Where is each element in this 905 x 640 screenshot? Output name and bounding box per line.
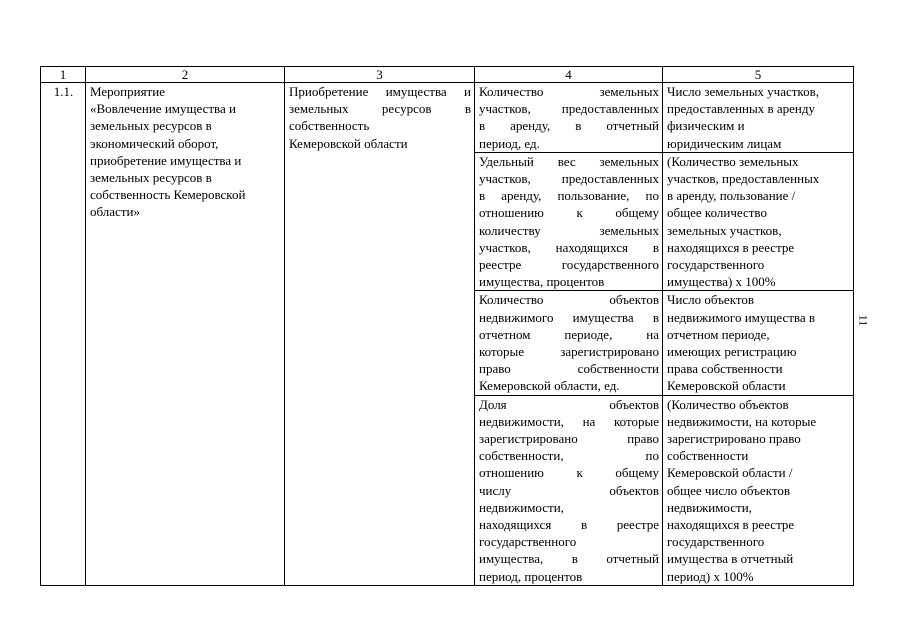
formula-line: Кемеровской области / [667,465,793,481]
formula-line: государственного [667,534,765,550]
formula-line: общее число объектов [667,482,790,498]
event-line: земельных ресурсов в [90,118,212,134]
formula-line: имущества) х 100% [667,274,776,290]
formula-line: участков, предоставленных [667,171,820,187]
indicator-line: государственного [479,534,577,550]
indicator-line: недвижимого имущества в [479,309,659,325]
formula-line: период) х 100% [667,568,754,584]
indicator-line: находящихся в реестре [479,517,659,533]
indicators-table [40,66,854,586]
indicator-line: участков, предоставленных [479,101,659,117]
column-number: 1 [41,67,86,83]
indicator-line: право собственности [479,361,659,377]
goal-line: Кемеровской области [289,135,408,151]
indicator-line: Удельный вес земельных [479,153,659,169]
event-line: «Вовлечение имущества и [90,101,236,117]
column-number: 2 [86,67,285,83]
goal-line: собственность [289,118,370,134]
indicator-line: недвижимости, [479,499,564,515]
indicator-line: участков, находящихся в [479,239,659,255]
formula-line: (Количество земельных [667,153,799,169]
formula-line: недвижимости, на которые [667,413,817,429]
indicator-line: которые зарегистрировано [479,344,659,360]
formula-line: недвижимости, [667,499,752,515]
indicator-line: имущества, процентов [479,274,605,290]
indicator-line: имущества, в отчетный [479,551,659,567]
event-line: приобретение имущества и [90,152,242,168]
formula-line: отчетном периоде, [667,326,770,342]
goal-cell [285,83,475,586]
formula-line: права собственности [667,361,783,377]
indicator-line: участков, предоставленных [479,171,659,187]
indicator-line: реестре государственного [479,257,659,273]
formula-line: общее количество [667,205,767,221]
event-line: экономический оборот, [90,135,219,151]
indicator-line: в аренду, пользование, по [479,188,659,204]
event-line: Мероприятие [90,84,165,99]
indicator-name-cell [475,83,663,153]
indicator-line: количеству земельных [479,222,659,238]
indicator-name-cell [475,152,663,291]
indicator-name-cell [475,395,663,585]
indicator-line: отношению к общему [479,205,659,221]
formula-cell [663,83,854,153]
formula-line: юридическим лицам [667,135,782,151]
formula-line: Число земельных участков, [667,84,819,99]
row-number: 1.1. [41,83,86,586]
indicator-line: числу объектов [479,482,659,498]
event-cell [86,83,285,586]
formula-line: в аренду, пользование / [667,188,796,204]
column-number: 4 [475,67,663,83]
formula-line: земельных участков, [667,222,782,238]
event-line: области» [90,204,140,220]
indicator-line: Доля объектов [479,396,659,412]
indicator-line: Количество объектов [479,292,659,308]
formula-line: зарегистрировано право [667,431,801,447]
indicator-line: период, ед. [479,135,540,151]
event-line: земельных ресурсов в [90,170,212,186]
formula-line: находящихся в реестре [667,517,795,533]
formula-line: государственного [667,257,765,273]
indicator-line: собственности, по [479,448,659,464]
indicator-name-cell [475,291,663,395]
formula-line: предоставленных в аренду [667,101,815,117]
formula-line: имущества в отчетный [667,551,794,567]
indicator-line: отношению к общему [479,465,659,481]
indicator-line: период, процентов [479,568,583,584]
event-line: собственность Кемеровской [90,187,246,203]
formula-line: Число объектов [667,292,754,308]
column-number-row [41,67,854,83]
formula-line: находящихся в реестре [667,239,795,255]
formula-line: собственности [667,448,749,464]
column-number: 3 [285,67,475,83]
indicator-line: отчетном периоде, на [479,326,659,342]
indicator-line: в аренду, в отчетный [479,118,659,134]
formula-line: имеющих регистрацию [667,344,797,360]
formula-line: физическим и [667,118,745,134]
table-row [41,83,854,153]
formula-cell [663,291,854,395]
indicator-line: недвижимости, на которые [479,413,659,429]
page-number: 11 [856,314,871,327]
indicator-line: Количество земельных [479,84,659,99]
formula-cell [663,395,854,585]
goal-line: земельных ресурсов в [289,101,471,117]
formula-cell [663,152,854,291]
formula-line: (Количество объектов [667,396,789,412]
column-number: 5 [663,67,854,83]
formula-line: недвижимого имущества в [667,309,816,325]
formula-line: Кемеровской области [667,378,786,394]
indicator-line: зарегистрировано право [479,431,659,447]
goal-line: Приобретение имущества и [289,84,471,99]
indicator-line: Кемеровской области, ед. [479,378,620,394]
